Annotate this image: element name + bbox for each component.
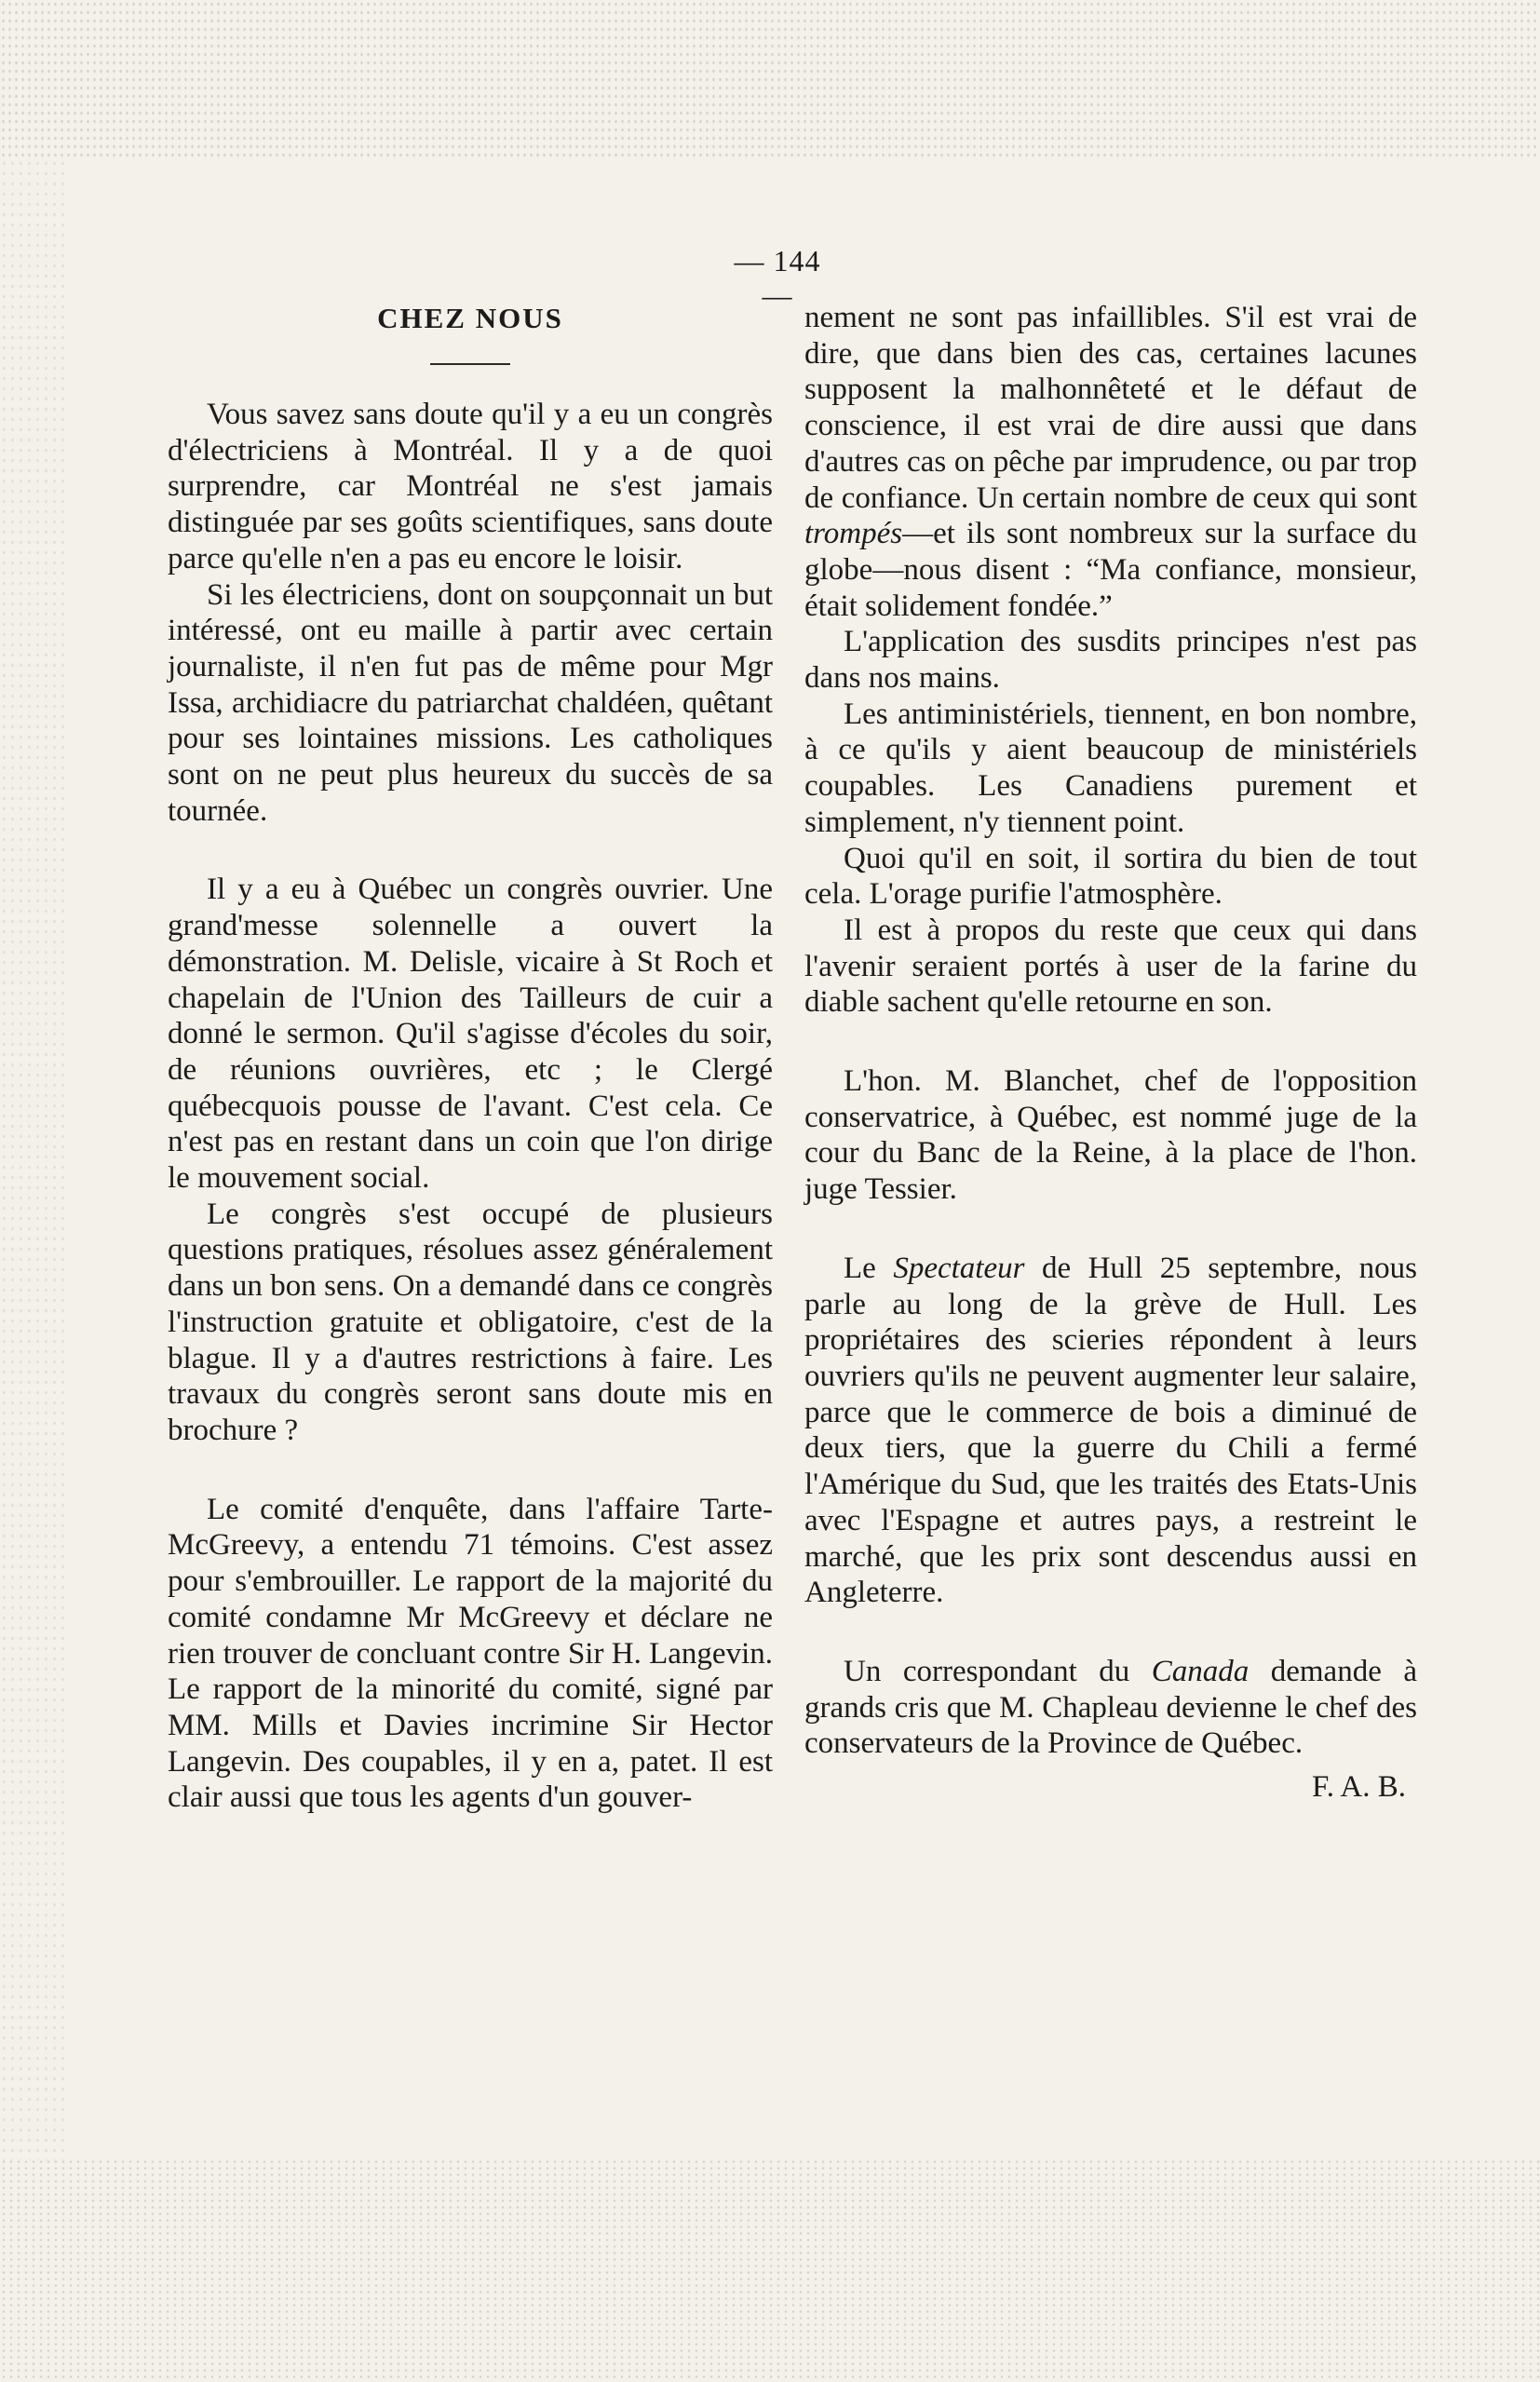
italic-title: Canada: [1151, 1654, 1250, 1688]
text-run: nement ne sont pas infaillibles. S'il est vrai de dire, que dans bien des cas, certaines lacunes supposent la malhonnêteté et le défaut de conscience, il est vrai de dire aussi que dans d'autres cas on pêche par imprudence, ou par trop de confiance. Un certain nombre de ceux qui sont: [804, 301, 1417, 515]
text-run: Un correspondant du: [844, 1654, 1152, 1688]
paragraph-application: L'application des susdits principes n'est pas dans nos mains.: [804, 625, 1417, 696]
section-gap: [804, 1021, 1417, 1063]
paragraph-mgr-issa: Si les électriciens, dont on soupçonnait un but intéressé, ont eu maille à partir avec certain journaliste, il n'en fut pas de même pour Mgr Issa, archidiacre du patriarchat chaldéen, quêtant pour ses lointaines missions. Les catholiques sont on ne peut plus heureux du succès de sa tournée.: [168, 577, 773, 828]
paragraph-antiministeriels: Les antiministériels, tiennent, en bon nombre, à ce qu'ils y aient beaucoup de ministériels coupables. Les Canadiens purement et simplement, n'y tiennent point.: [804, 697, 1417, 839]
scan-speckle-top: [0, 0, 1540, 158]
right-column: [804, 300, 1417, 1806]
paragraph-congres-questions: Le congrès s'est occupé de plusieurs questions pratiques, résolues assez généralement dans un bon sens. On a demandé dans ce congrès l'instruction gratuite et obligatoire, c'est de la blague. Il y a d'autres restrictions à faire. Les travaux du congrès seront sans doute mis en brochure ?: [168, 1197, 773, 1447]
article-heading: CHEZ NOUS: [377, 302, 563, 334]
section-gap: [804, 1208, 1417, 1251]
paragraph-comite-enquete: Le comité d'enquête, dans l'affaire Tarte-McGreevy, a entendu 71 témoins. C'est assez pour s'embrouiller. Le rapport de la majorité du comité condamne Mr McGreevy et déclare ne rien trouver de concluant contre Sir H. Langevin. Le rapport de la minorité du comité, signé par MM. Mills et Davies incrimine Sir Hector Langevin. Des coupables, il y en a, patet. Il est clair aussi que tous les agents d'un gouver-: [168, 1492, 773, 1815]
author-signature: F. A. B.: [1312, 1770, 1406, 1805]
paragraph-quoi-quil: Quoi qu'il en soit, il sortira du bien de tout cela. L'orage purifie l'atmosphère.: [804, 841, 1417, 912]
section-gap: [804, 1611, 1417, 1654]
paragraph-congres-ouvrier: Il y a eu à Québec un congrès ouvrier. Une grand'messe solennelle a ouvert la démonstration. M. Delisle, vicaire à St Roch et chapelain de l'Union des Tailleurs de cuir a donné le sermon. Qu'il s'agisse d'écoles du soir, de réunions ouvrières, etc ; le Clergé québecquois pousse de l'avant. C'est cela. Ce n'est pas en restant dans un coin que l'on dirige le mouvement social.: [168, 873, 773, 1196]
paragraph-continuation: [804, 300, 1417, 624]
heading-rule: [430, 363, 510, 365]
scan-speckle-bottom: [0, 2159, 1540, 2382]
paragraph-electriciens: Vous savez sans doute qu'il y a eu un congrès d'électriciens à Montréal. Il y a de quoi surprendre, car Montréal ne s'est jamais distinguée par ses goûts scientifiques, sans doute parce qu'elle n'en a pas eu encore le loisir.: [168, 398, 773, 575]
page-number: — 144 —: [734, 244, 821, 312]
paragraph-farine-du-diable: Il est à propos du reste que ceux qui dans l'avenir seraient portés à user de la farine du diable sachent qu'elle retourne en son.: [804, 913, 1417, 1020]
italic-title: Spectateur: [893, 1251, 1025, 1285]
scan-speckle-left: [0, 158, 70, 2160]
section-gap: [168, 829, 773, 872]
paragraph-spectateur-hull: [804, 1251, 1417, 1611]
italic-word: trompés: [804, 517, 903, 551]
left-column: [168, 300, 773, 1816]
text-run: de Hull 25 septembre, nous parle au long de la grève de Hull. Les propriétaires des scieries répondent à leurs ouvriers qu'ils ne peuvent augmenter leur salaire, parce que le commerce de bois a diminué de deux tiers, que la guerre du Chili a fermé l'Amérique du Sud, que les traités des Etats-Unis avec l'Espagne et autres pays, a restreint le marché, que les prix sont descendus aussi en Angleterre.: [804, 1251, 1417, 1610]
text-run: —et ils sont nombreux sur la surface du globe—nous disent : “Ma confiance, monsieur, était solidement fondée.”: [804, 517, 1417, 623]
paragraph-chapleau: [804, 1654, 1417, 1762]
section-gap: [168, 1449, 773, 1492]
text-run: Le: [844, 1251, 894, 1285]
paragraph-blanchet: L'hon. M. Blanchet, chef de l'opposition conservatrice, à Québec, est nommé juge de la cour du Banc de la Reine, à la place de l'hon. juge Tessier.: [804, 1064, 1417, 1207]
text-run: demande à grands cris que M. Chapleau devienne le chef des conservateurs de la Province de Québec.: [804, 1654, 1417, 1761]
